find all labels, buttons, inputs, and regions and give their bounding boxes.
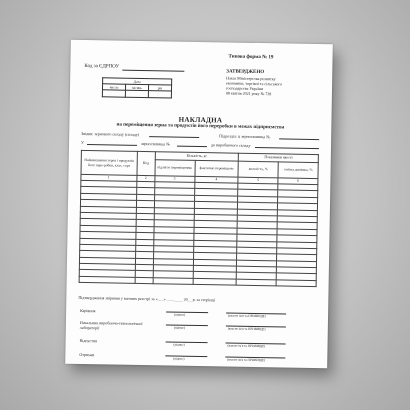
signature-line <box>165 355 207 357</box>
goods-table <box>79 150 319 287</box>
table-cell <box>135 277 153 284</box>
signature-line <box>166 311 208 313</box>
name-caption: (власне ім'я та ПРІЗВИЩЕ) <box>227 326 266 332</box>
date-col-day: число <box>102 84 125 90</box>
to-label: У <box>81 139 84 145</box>
col-header-to-transfer: підлягає переміщенню <box>155 160 195 177</box>
signature-caption: (підпис) <box>173 342 185 347</box>
col-number: 6 <box>278 178 318 185</box>
table-cell <box>193 278 237 285</box>
name-caption: (власне ім'я та ПРІЗВИЩЕ) <box>227 343 266 349</box>
date-box <box>102 77 172 98</box>
date-label: Дата <box>103 78 172 85</box>
sender-line <box>149 136 199 138</box>
approved-line: господарства України <box>225 85 264 92</box>
to-warehouse-line <box>255 147 319 149</box>
storage-num-label: зерносховища № <box>141 140 170 147</box>
col-header-impurity: смітна домішка, % <box>278 162 318 179</box>
edrpou-field-line <box>122 70 184 72</box>
name-caption: (власне ім'я та ПРІЗВИЩЕ) <box>228 313 266 319</box>
table-cell <box>236 279 276 286</box>
signature-role: Отримав <box>79 351 95 358</box>
approved-line: Наказ Міністерства розвитку <box>226 75 276 82</box>
col-number: 1 <box>81 174 137 181</box>
document-subtitle: на переміщення зерна та продуктів його переробки в межах підприємства <box>116 122 285 131</box>
col-header-transferred: фактично переміщено <box>195 160 239 177</box>
signature-role: Начальник виробничо-технологічної лабораторії <box>79 319 143 331</box>
to-line <box>87 144 137 146</box>
col-group-quantity: Кількість, кг <box>155 152 239 161</box>
signature-line <box>166 341 208 343</box>
table-cell <box>153 278 193 285</box>
signature-caption: (підпис) <box>174 312 186 317</box>
table-cell <box>276 280 316 287</box>
signature-line <box>166 324 208 326</box>
col-number: 5 <box>238 177 278 184</box>
signature-caption: (підпис) <box>173 325 186 330</box>
date-col-month: місяць <box>125 84 148 90</box>
approved-line: 08 квітня 2021 року № 728 <box>225 90 272 97</box>
signature-block <box>77 306 318 366</box>
col-header-code: Код <box>137 151 155 175</box>
form-number: Типова форма № 19 <box>228 54 274 61</box>
edrpou-label: Код за ЄДРПОУ <box>84 63 120 70</box>
document-title: НАКЛАДНА <box>178 115 223 125</box>
confirm-line: Підтвердження звіряння у вагових реєстрі за «___» ________ 20__ р. за сторінці <box>78 294 215 303</box>
col-number: 4 <box>194 176 238 183</box>
approved-line: економіки, торгівлі та сільського <box>226 80 283 87</box>
signature-role: Відпустив <box>79 337 98 344</box>
signature-role: Керівник <box>80 307 96 314</box>
approved-block <box>226 75 326 97</box>
col-group-quality: Показники якості <box>239 153 319 162</box>
col-number: 3 <box>155 176 195 183</box>
col-header-name: Найменування зерна і продуктів його пере-робки, клас, сорт <box>81 150 137 175</box>
name-caption: (власне ім'я та ПРІЗВИЩЕ) <box>227 357 265 363</box>
col-header-moisture: вологість, % <box>238 161 278 178</box>
invoice-form-sheet <box>65 40 333 369</box>
col-number: 2 <box>137 175 155 181</box>
table-cell <box>79 276 135 283</box>
receiver-unit-label: Підрозділ: ц зерносховища № <box>219 133 271 140</box>
approved-title: ЗАТВЕРДЖЕНО <box>226 69 265 76</box>
to-warehouse-label: до виробничого складу <box>210 142 251 148</box>
receiver-unit-line <box>279 138 319 140</box>
signature-caption: (підпис) <box>173 356 185 361</box>
date-col-year: рік <box>148 85 171 91</box>
table-body <box>79 180 318 286</box>
sender-label: Звідки: зернового складу (складу) <box>81 130 140 137</box>
storage-num-line <box>177 146 207 148</box>
